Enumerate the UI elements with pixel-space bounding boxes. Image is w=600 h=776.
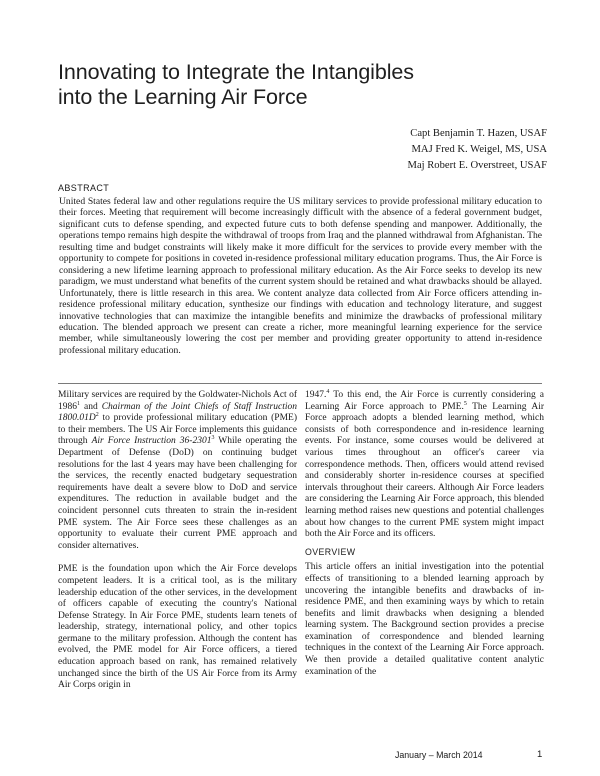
abstract-heading: ABSTRACT	[58, 183, 110, 193]
abstract-text: United States federal law and other regulations require the US military services to provide professional military education to their forces. Meeting that requirement will become increasingly difficult with the absence of a federal government budget, significant cuts to defense spending, and expected future cuts to both defense spending and manpower. Additionally, the operations tempo remains high despite the withdrawal of troops from Iraq and the planned withdrawal from Afghanistan. The resulting time and budget constraints will likely make it more difficult for the services to provide every member with the opportunity to compete for positions in coveted in-residence professional military education programs. Thus, the Air Force is considering a new lifetime learning approach to professional military education. As the Air Force seeks to develop its new paradigm, we must understand what benefits of the current system should be retained and what drawbacks should be allayed. Unfortunately, there is little research in this area. We content analyze data collected from Air Force officers attending in-residence professional military education, synthesize our findings with education and technology literature, and suggest innovative technologies that can maximize the intangible benefits and minimize the drawbacks of professional military education. The blended approach we present can create a richer, more meaningful learning experience for the service member, while simultaneously lowering the cost per member and providing greater opportunity to attend in-residence professional military education.	[59, 196, 542, 356]
article-title-line-1: Innovating to Integrate the Intangibles	[58, 60, 414, 84]
body-paragraph-4: This article offers an initial investigation into the potential effects of transitioning to a blended learning approach by uncovering the intangible benefits and drawbacks of in-residence PME, and then examining ways by which to retain benefits and limit drawbacks when designing a blended learning system. The Background section provides a precise examination of correspondence and blended learning techniques in the context of the Learning Air Force approach. We then provide a detailed qualitative content analytic examination of the	[305, 562, 544, 677]
body-paragraph-1: Military services are required by the Goldwater-Nichols Act of 1986$^1$ and Chairman of the Joint Chiefs of Staff Instruction $1800.01D^2$ to provide professional military education (PME) to their members. The US Air Force implements this guidance through Air Force Instruction 36-2301$^3$ While operating the Department of Defense (DoD) on continuing budget resolutions for the last 4 years may have been challenging for the services, the recently enacted budgetary sequestration requirements have dealt a severe blow to DoD and service expenditures. The reduction in available budget and the coincident personnel cuts threaten to strain the in-resident PME system. The Air Force sees these challenges as an opportunity to evaluate their current PME approach and consider alternatives.	[58, 390, 298, 551]
author-3: Maj Robert E. Overstreet, USAF	[407, 159, 547, 171]
body-paragraph-3: 1947.$^4$ To this end, the Air Force is currently considering a Learning Air Force approach to PME.$^5$ The Learning Air Force approach adopts a blended learning method, which consists of both correspondence and in-residence learning events. For instance, some courses would be delivered at various times throughout an officer's career via correspondence methods. Then, officers would attend revised and considerably shorter in-residence courses at specified intervals throughout their careers. Although Air Force leaders are considering the Learning Air Force approach, this blended learning method raises new questions and potential challenges about how changes to the current PME system might impact both the Air Force and its officers.	[305, 388, 544, 540]
overview-heading: OVERVIEW	[305, 546, 356, 557]
author-list	[408, 126, 547, 173]
footer-issue-date: January – March 2014	[395, 750, 483, 760]
body-paragraph-2: PME is the foundation upon which the Air Force develops competent leaders. It is a critical tool, as is the military leadership education of the other services, in the development of officers capable of executing the country's National Defense Strategy. In Air Force PME, students learn tenets of leadership, strategy, international policy, and other topics germane to the military profession. Although the content has evolved, the PME model for Air Force officers, a tiered education approach based on rank, has remained relatively unchanged since the birth of the US Air Force from its Army Air Corps origin in	[58, 564, 297, 691]
body-column-right	[305, 390, 544, 678]
author-1: Capt Benjamin T. Hazen, USAF	[410, 128, 547, 139]
section-divider	[58, 383, 542, 384]
article-title	[58, 60, 558, 110]
page-number: 1	[537, 749, 543, 760]
author-2: MAJ Fred K. Weigel, MS, USA	[411, 143, 547, 155]
article-title-line-2: into the Learning Air Force	[58, 85, 308, 109]
body-column-left	[58, 390, 297, 692]
